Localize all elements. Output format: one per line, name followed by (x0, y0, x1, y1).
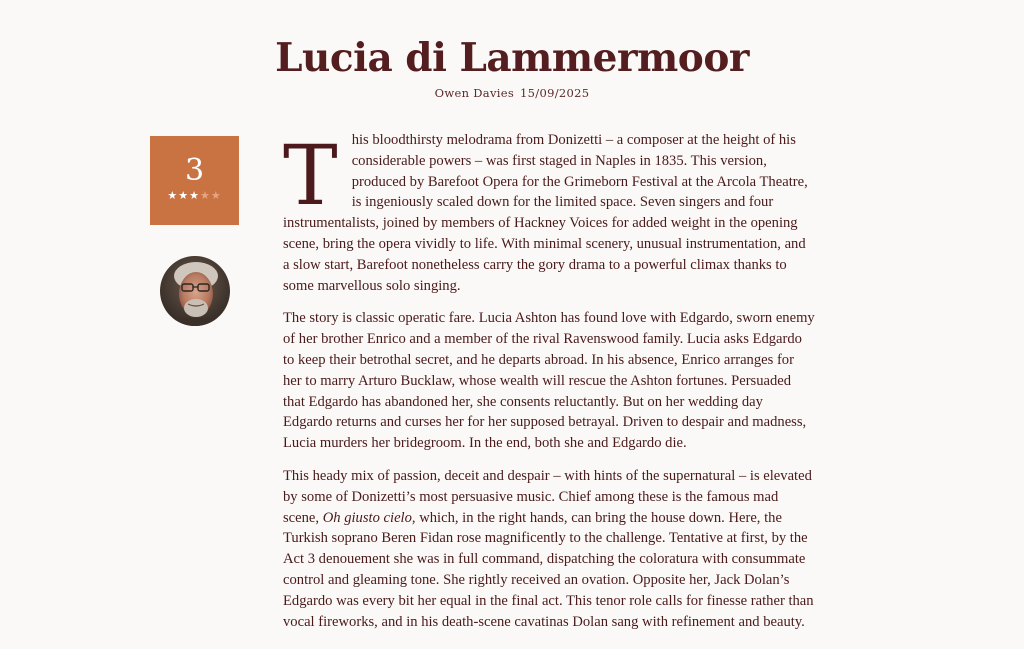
paragraph: The story is classic operatic fare. Lucia Ashton has found love with Edgardo, sworn enemy of her brother Enrico and a member of the rival Ravenswood family. Lucia asks Edgardo to keep their betrothal secret, and he departs abroad. In his absence, Enrico arranges for her to marry Arturo Bucklaw, whose wealth will rescue the Ashton fortunes. Persuaded that Edgardo has abandoned her, she consents reluctantly. But on her wedding day Edgardo returns and curses her for her supposed betrayal. Driven to despair and madness, Lucia murders her bridegroom. In the end, both she and Edgardo die. (283, 310, 815, 452)
article-header (0, 34, 1024, 100)
drop-cap: T (283, 129, 338, 224)
rating-badge (150, 136, 239, 225)
byline (0, 86, 1024, 100)
paragraph-text: his bloodthirsty melodrama from Donizetti – a composer at the height of his considerable powers – was first staged in Naples in 1835. This version, produced by Barefoot Opera for the Grimeborn Festival at the Arcola Theatre, is ingeniously scaled down for the limited space. Seven singers and four instrumentalists, joined by members of Hackney Voices for added weight in the opening scene, bring the opera vividly to life. With minimal scenery, unusual instrumentation, and a slow start, Barefoot nonetheless carry the gory drama to a powerful climax thanks to some marvellous solo singing. (283, 132, 808, 294)
paragraph (283, 466, 815, 632)
article-body (283, 130, 815, 644)
star-icon: ★ (178, 189, 190, 202)
paragraph-text: This heady mix of passion, deceit and despair – with hints of the supernatural – is elevated by some of Donizetti’s most persuasive music. Chief among these is the famous mad scene, (283, 467, 812, 526)
star-icon: ★ (189, 189, 200, 202)
reviewer-avatar[interactable] (160, 256, 230, 326)
rating-number: 3 (184, 153, 205, 188)
publish-date: 15/09/2025 (520, 86, 590, 100)
star-icon: ★ (167, 189, 179, 202)
avatar-portrait-icon (160, 256, 230, 326)
aria-title: Oh giusto cielo (322, 509, 412, 526)
star-empty-icon: ★ (199, 189, 211, 202)
star-rating (150, 189, 239, 203)
paragraph (283, 130, 815, 296)
article-title: Lucia di Lammermoor (275, 35, 749, 81)
star-empty-icon: ★ (210, 189, 222, 202)
author-name[interactable]: Owen Davies (434, 86, 515, 100)
paragraph-text: , which, in the right hands, can bring the house down. Here, the Turkish soprano Beren Fidan rose magnificently to the challenge. Tentative at first, by the Act 3 denouement she was in full command, dispatching the coloratura with consummate control and gleaming tone. She rightly received an ovation. Opposite her, Jack Dolan’s Edgardo was every bit her equal in the final act. This tenor role calls for finesse rather than vocal fireworks, and in his death-scene cavatinas Dolan sang with refinement and beauty. (283, 509, 814, 630)
